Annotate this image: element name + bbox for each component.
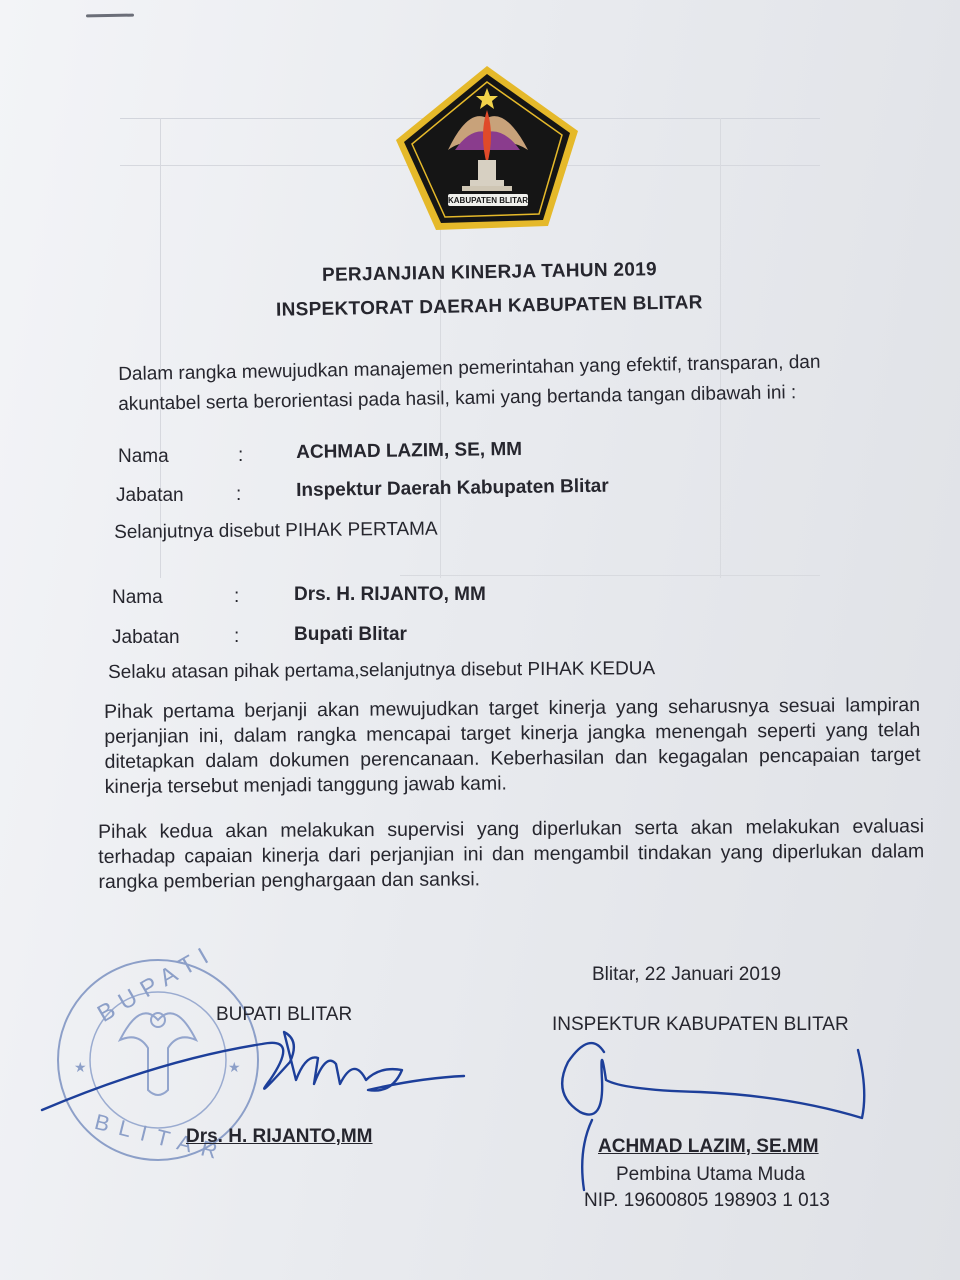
party2-designation: Selaku atasan pihak pertama,selanjutnya disebut PIHAK KEDUA — [108, 658, 656, 683]
right-signer-title: INSPEKTUR KABUPATEN BLITAR — [552, 1014, 849, 1035]
party2-position-colon: : — [234, 626, 240, 647]
paragraph-supervision: Pihak kedua akan melakukan supervisi yang diperlukan serta akan melakukan evaluasi terhadap capaian kinerja dari perjanjian ini dan mengambil tindakan yang diperlukan dalam rangka pemberian penghargaan dan sanksi. — [98, 815, 925, 893]
party1-position-value: Inspektur Daerah Kabupaten Blitar — [296, 475, 609, 501]
party1-designation: Selanjutnya disebut PIHAK PERTAMA — [114, 518, 438, 543]
party1-name-value: ACHMAD LAZIM, SE, MM — [296, 438, 523, 463]
party1-name-colon: : — [238, 445, 244, 466]
stamp-bottom-text: BLITAR — [92, 1108, 230, 1166]
svg-text:★: ★ — [228, 1059, 241, 1075]
party2-position-label: Jabatan — [112, 627, 180, 648]
intro-line-2: akuntabel serta berorientasi pada hasil, kami yang bertanda tangan dibawah ini : — [118, 382, 797, 415]
stamp-top-text: BUPATI — [92, 938, 220, 1028]
document-title: PERJANJIAN KINERJA TAHUN 2019 — [321, 259, 658, 286]
place-date: Blitar, 22 Januari 2019 — [592, 964, 782, 985]
paragraph-commitment: Pihak pertama berjanji akan mewujudkan target kinerja yang seharusnya sesuai lampiran perjanjian ini, dalam rangka mencapai target kinerja jangka menengah seperti yang telah ditetapkan dalam dokumen perencanaan. Keberhasilan dan kegagalan pencapaian target kinerja tersebut menjadi tanggung jawab kami. — [104, 693, 921, 798]
intro-line-1: Dalam rangka mewujudkan manajemen pemerintahan yang efektif, transparan, dan — [118, 351, 821, 385]
party1-position-colon: : — [236, 484, 242, 505]
svg-text:★: ★ — [74, 1059, 87, 1075]
right-signer-nip: NIP. 19600805 198903 1 013 — [584, 1190, 830, 1211]
party2-name-label: Nama — [112, 587, 163, 608]
left-signer-name: Drs. H. RIJANTO,MM — [186, 1126, 373, 1147]
left-signer-title: BUPATI BLITAR — [216, 1004, 353, 1025]
party2-name-value: Drs. H. RIJANTO, MM — [294, 584, 486, 605]
party1-position-label: Jabatan — [116, 485, 184, 506]
right-signer-name: ACHMAD LAZIM, SE.MM — [598, 1136, 819, 1157]
party2-position-value: Bupati Blitar — [294, 624, 407, 645]
emblem-label: KABUPATEN BLITAR — [448, 196, 528, 205]
party2-name-colon: : — [234, 586, 240, 607]
right-signer-rank: Pembina Utama Muda — [616, 1164, 806, 1185]
party1-name-label: Nama — [118, 446, 169, 467]
document-subtitle: INSPEKTORAT DAERAH KABUPATEN BLITAR — [275, 292, 703, 321]
